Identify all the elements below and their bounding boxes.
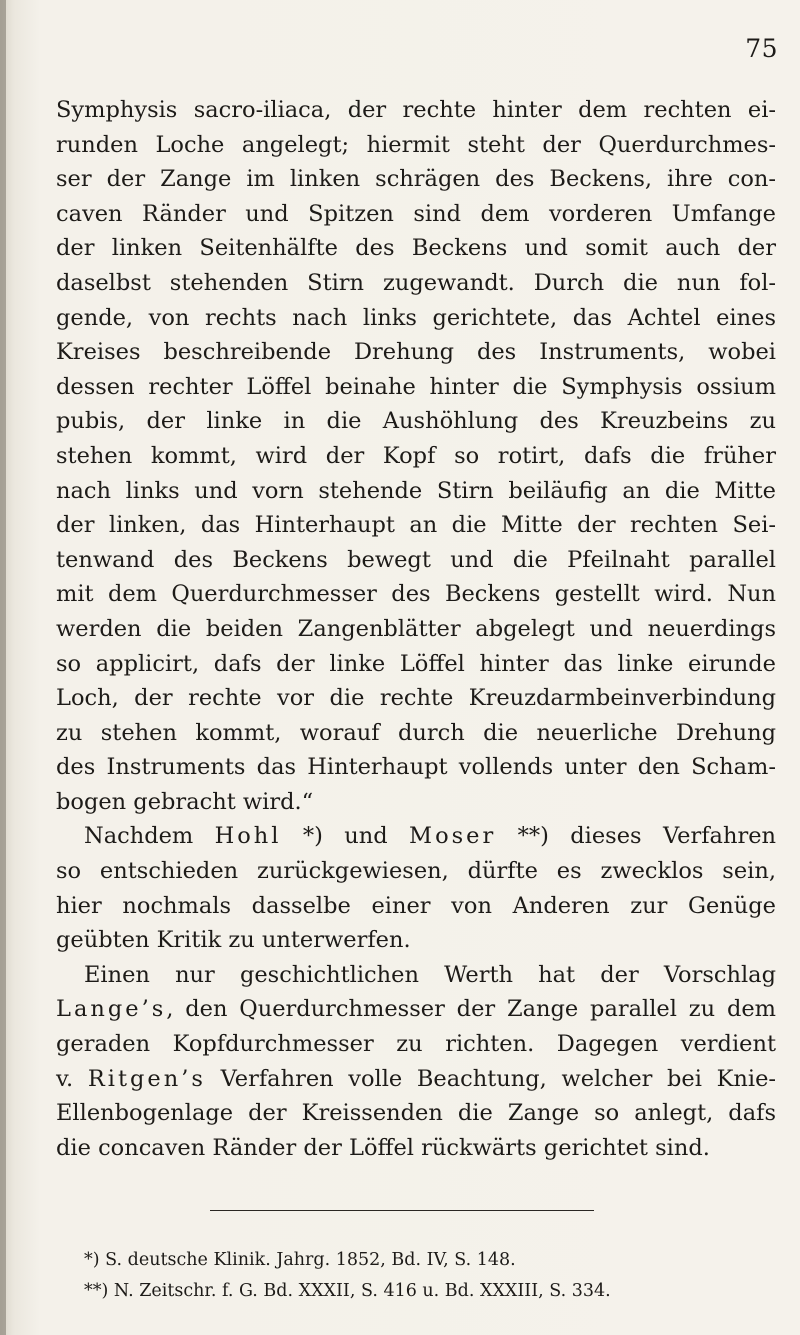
text-line: so entschieden zurückgewiesen, dürfte es zwecklos sein, [56,858,776,885]
text-line: geraden Kopfdurchmesser zu richten. Dagegen verdient [56,1031,776,1058]
text-line: Ellenbogenlage der Kreissenden die Zange so anlegt, dafs [56,1100,776,1127]
text-line: ser der Zange im linken schrägen des Beckens, ihre con- [56,166,776,193]
text-line: dessen rechter Löffel beinahe hinter die Symphysis ossium [56,373,776,400]
text-line: runden Loche angelegt; hiermit steht der Querdurchmes- [56,131,776,158]
author-name-moser: Moser [409,823,497,850]
text-line: stehen kommt, wird der Kopf so rotirt, dafs die früher [56,442,776,469]
text-line [56,992,776,1027]
text-segment: , den Querdurchmesser der Zange parallel zu dem [166,996,776,1023]
text-line: mit dem Querdurchmesser des Beckens gestellt wird. Nun [56,581,776,608]
text-line: daselbst stehenden Stirn zugewandt. Durch die nun fol- [56,269,776,296]
text-line: caven Ränder und Spitzen sind dem vorderen Umfange [56,200,776,227]
text-line: die concaven Ränder der Löffel rückwärts gerichtet sind. [56,1134,710,1161]
footnote-divider [210,1210,594,1211]
text-line: nach links und vorn stehende Stirn beiläufig an die Mitte [56,477,776,504]
footnote-2: **) N. Zeitschr. f. G. Bd. XXXII, S. 416 u. Bd. XXXIII, S. 334. [84,1281,611,1301]
author-name-ritgen: Ritgen’s [87,1065,206,1092]
paragraph-first-line [56,819,776,854]
text-segment: *) und [281,823,410,850]
text-segment: Nachdem [84,823,215,850]
text-line: der linken, das Hinterhaupt an die Mitte der rechten Sei- [56,512,776,539]
text-line: gende, von rechts nach links gerichtete, das Achtel eines [56,304,776,331]
text-line: Kreises beschreibende Drehung des Instruments, wobei [56,339,776,366]
text-line: Loch, der rechte vor die rechte Kreuzdarmbeinverbindung [56,685,776,712]
text-line: der linken Seitenhälfte des Beckens und somit auch der [56,235,776,262]
footnotes [84,1245,784,1307]
text-line: werden die beiden Zangenblätter abgelegt und neuerdings [56,615,776,642]
text-line: so applicirt, dafs der linke Löffel hinter das linke eirunde [56,650,776,677]
text-line: bogen gebracht wird.“ [56,788,314,815]
author-name-hohl: Hohl [214,823,282,850]
text-line [56,1062,776,1097]
text-line: hier nochmals dasselbe einer von Anderen zur Genüge [56,892,776,919]
page-gutter-shadow [0,0,6,1335]
page-number: 75 [745,34,778,63]
text-line: pubis, der linke in die Aushöhlung des Kreuzbeins zu [56,408,776,435]
author-name-lange: Lange’s [56,996,167,1023]
footnote-1: *) S. deutsche Klinik. Jahrg. 1852, Bd. IV, S. 148. [84,1250,516,1270]
text-line: geübten Kritik zu unterwerfen. [56,927,411,954]
text-segment: **) dieses Verfahren [496,823,777,850]
body-text [56,93,776,1165]
text-line: des Instruments das Hinterhaupt vollends unter den Scham- [56,754,776,781]
text-line: Symphysis sacro-iliaca, der rechte hinter dem rechten ei- [56,97,776,123]
text-line: tenwand des Beckens bewegt und die Pfeilnaht parallel [56,546,776,573]
text-line: zu stehen kommt, worauf durch die neuerliche Drehung [56,719,776,746]
text-segment: Verfahren volle Beachtung, welcher bei Knie- [205,1065,776,1092]
paragraph-first-line: Einen nur geschichtlichen Werth hat der Vorschlag [84,961,776,988]
text-segment: v. [56,1065,88,1092]
